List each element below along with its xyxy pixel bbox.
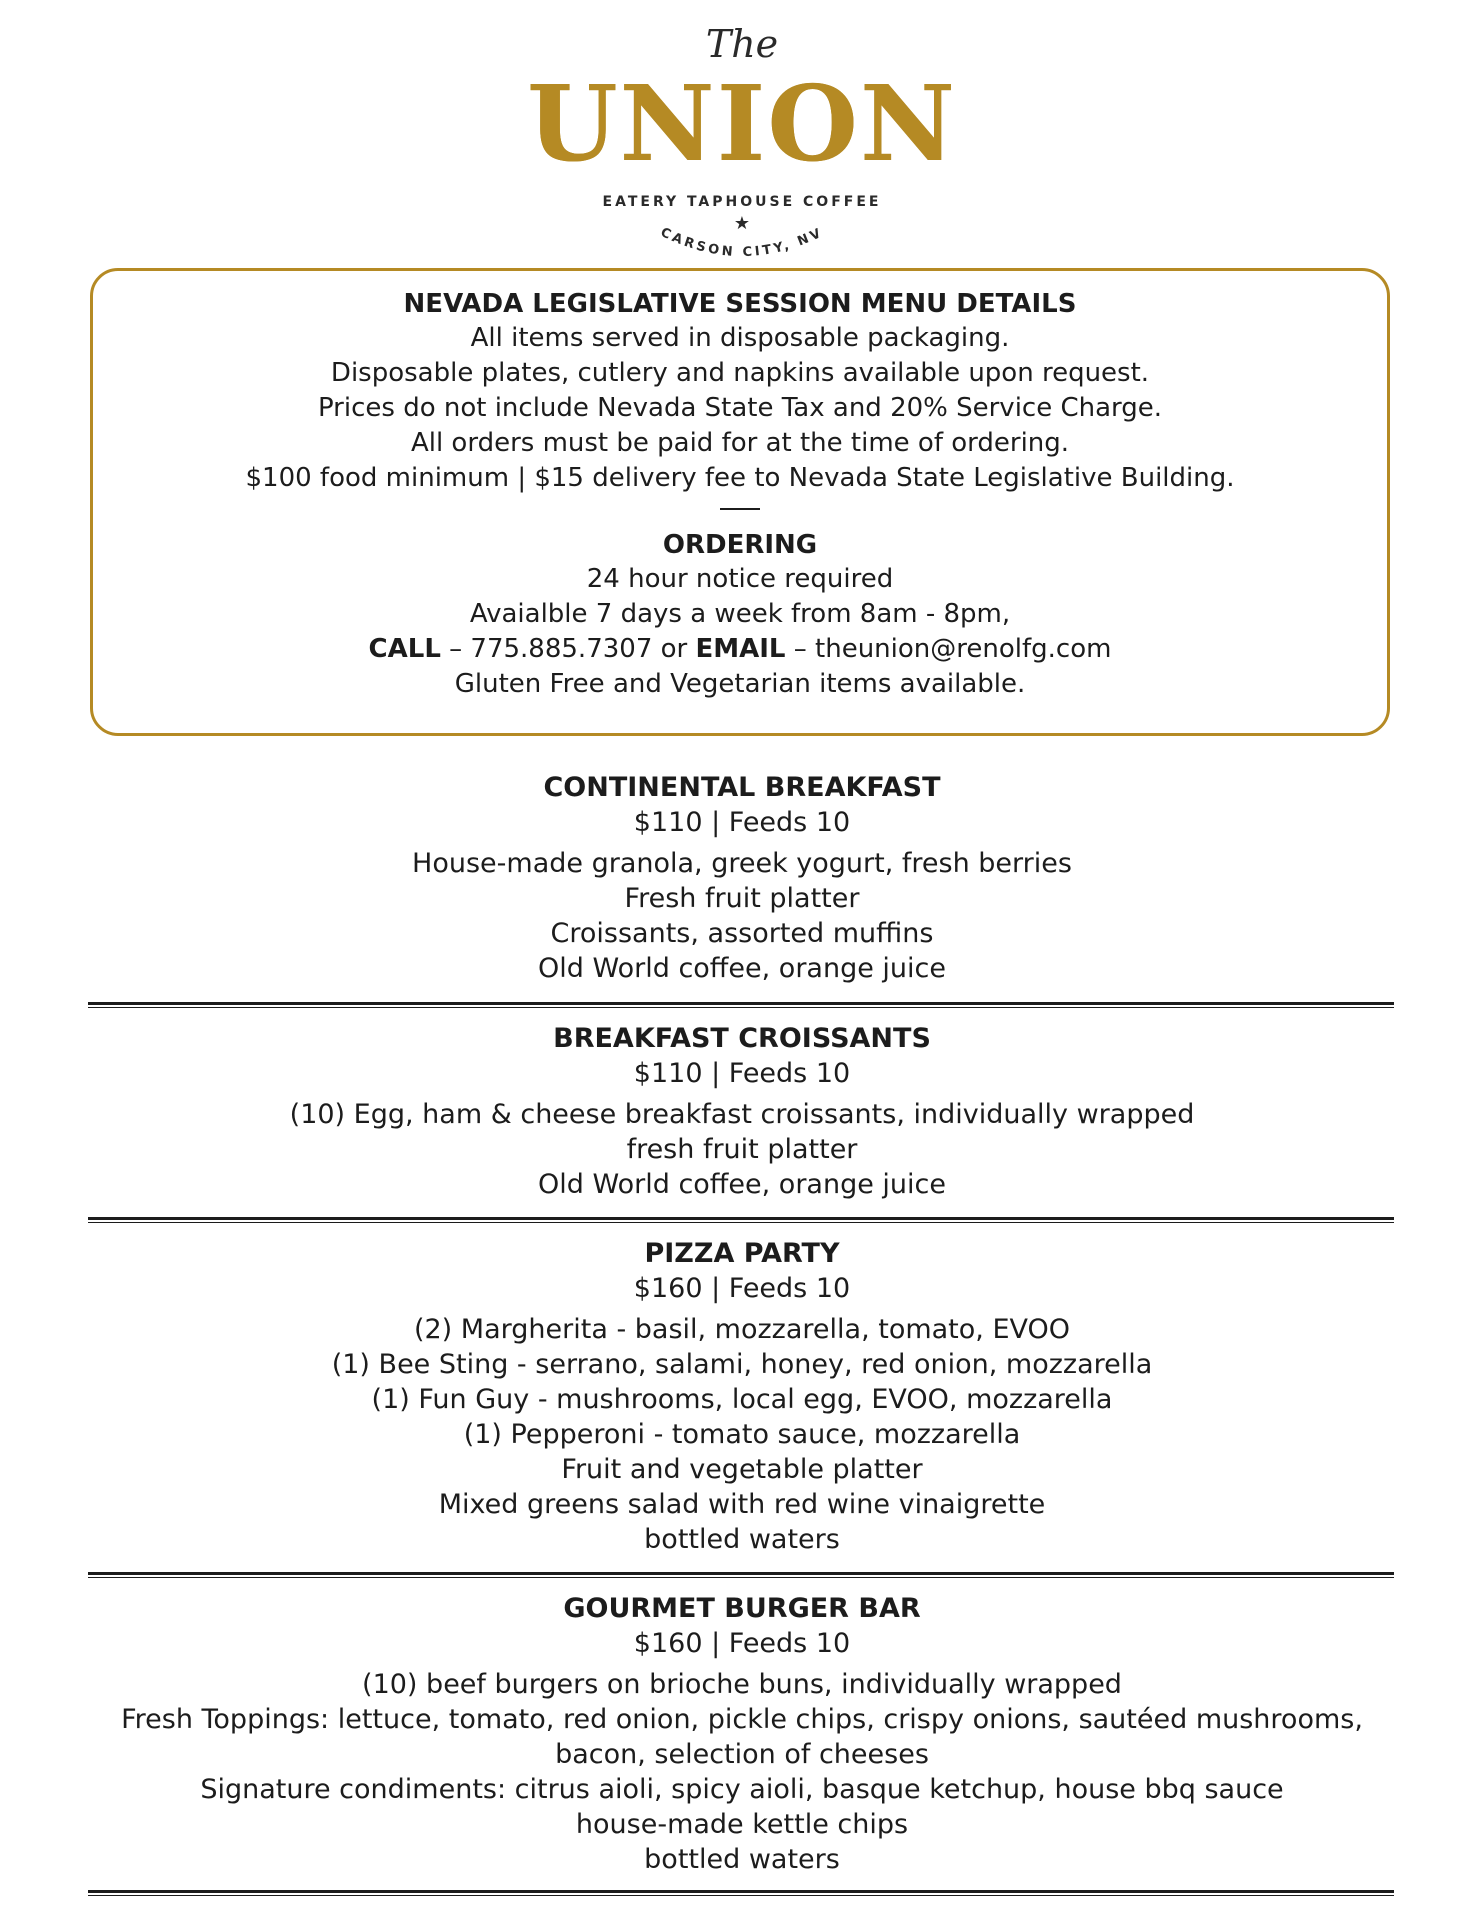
menu-item: (2) Margherita - basil, mozzarella, tomato, EVOO — [413, 1314, 1071, 1345]
section-price: $160 | Feeds 10 — [633, 1273, 851, 1304]
ordering-heading: ORDERING — [662, 530, 818, 560]
section-title: PIZZA PARTY — [644, 1238, 840, 1269]
logo-city-text: CARSON CITY, NV — [658, 228, 826, 261]
section-divider — [88, 1572, 1394, 1578]
ordering-contact — [93, 632, 1387, 667]
menu-item: Old World coffee, orange juice — [538, 953, 946, 984]
menu-item: Mixed greens salad with red wine vinaigrette — [438, 1489, 1046, 1520]
email-label: EMAIL — [695, 634, 786, 664]
details-box — [90, 268, 1390, 736]
menu-item: Croissants, assorted muffins — [550, 918, 934, 949]
menu-item: Fresh fruit platter — [624, 883, 860, 914]
section-price: $160 | Feeds 10 — [633, 1628, 851, 1659]
section-title: BREAKFAST CROISSANTS — [553, 1023, 931, 1054]
section-title: GOURMET BURGER BAR — [563, 1593, 921, 1624]
call-value[interactable]: – 775.885.7307 or — [440, 634, 696, 664]
details-line: All items served in disposable packaging. — [470, 323, 1010, 353]
menu-item: (10) beef burgers on brioche buns, individually wrapped — [362, 1669, 1122, 1700]
details-heading: NEVADA LEGISLATIVE SESSION MENU DETAILS — [403, 289, 1077, 319]
section-divider — [88, 1890, 1394, 1896]
menu-section-breakfast-croissants — [0, 1021, 1484, 1202]
section-title: CONTINENTAL BREAKFAST — [543, 772, 941, 803]
details-line: Prices do not include Nevada State Tax and 20% Service Charge. — [317, 393, 1163, 423]
menu-item: Signature condiments: citrus aioli, spicy aioli, basque ketchup, house bbq sauce — [200, 1774, 1284, 1805]
menu-item: house-made kettle chips — [575, 1809, 909, 1840]
ordering-availability: Avaialble 7 days a week from 8am - 8pm, — [469, 599, 1011, 629]
menu-item: (10) Egg, ham & cheese breakfast croissants, individually wrapped — [289, 1099, 1195, 1130]
menu-item: (1) Pepperoni - tomato sauce, mozzarella — [463, 1419, 1021, 1450]
section-price: $110 | Feeds 10 — [633, 807, 851, 838]
details-line: Disposable plates, cutlery and napkins available upon request. — [330, 358, 1150, 388]
menu-item: House-made granola, greek yogurt, fresh berries — [412, 848, 1072, 879]
details-line: $100 food minimum | $15 delivery fee to Nevada State Legislative Building. — [245, 463, 1235, 493]
details-line: All orders must be paid for at the time of ordering. — [410, 428, 1070, 458]
section-divider — [88, 1002, 1394, 1008]
menu-item: (1) Fun Guy - mushrooms, local egg, EVOO, mozzarella — [371, 1384, 1113, 1415]
menu-item: (1) Bee Sting - serrano, salami, honey, red onion, mozzarella — [331, 1349, 1153, 1380]
logo-union — [0, 62, 1484, 185]
star-icon: ★ — [733, 213, 751, 234]
logo — [0, 22, 1484, 278]
menu-item: bottled waters — [644, 1524, 840, 1555]
menu-item: Fruit and vegetable platter — [561, 1454, 923, 1485]
menu-item: Old World coffee, orange juice — [538, 1169, 946, 1200]
logo-tagline: EATERY TAPHOUSE COFFEE — [602, 194, 882, 210]
menu-section-pizza-party — [0, 1236, 1484, 1557]
menu-item: bacon, selection of cheeses — [555, 1739, 929, 1770]
email-value[interactable]: – theunion@renolfg.com — [785, 634, 1112, 664]
logo-union-text: UNION — [526, 62, 958, 185]
menu-item: bottled waters — [644, 1844, 840, 1875]
divider — [720, 508, 760, 510]
menu-section-continental-breakfast — [0, 770, 1484, 986]
ordering-notice: 24 hour notice required — [586, 564, 894, 594]
menu-section-gourmet-burger-bar — [0, 1591, 1484, 1877]
logo-the: The — [705, 22, 779, 66]
menu-item: Fresh Toppings: lettuce, tomato, red onion, pickle chips, crispy onions, sautéed mushrooms, — [121, 1704, 1363, 1735]
ordering-dietary: Gluten Free and Vegetarian items available. — [454, 669, 1026, 699]
section-divider — [88, 1217, 1394, 1223]
call-label: CALL — [368, 634, 441, 664]
section-price: $110 | Feeds 10 — [633, 1058, 851, 1089]
menu-item: fresh fruit platter — [626, 1134, 858, 1165]
